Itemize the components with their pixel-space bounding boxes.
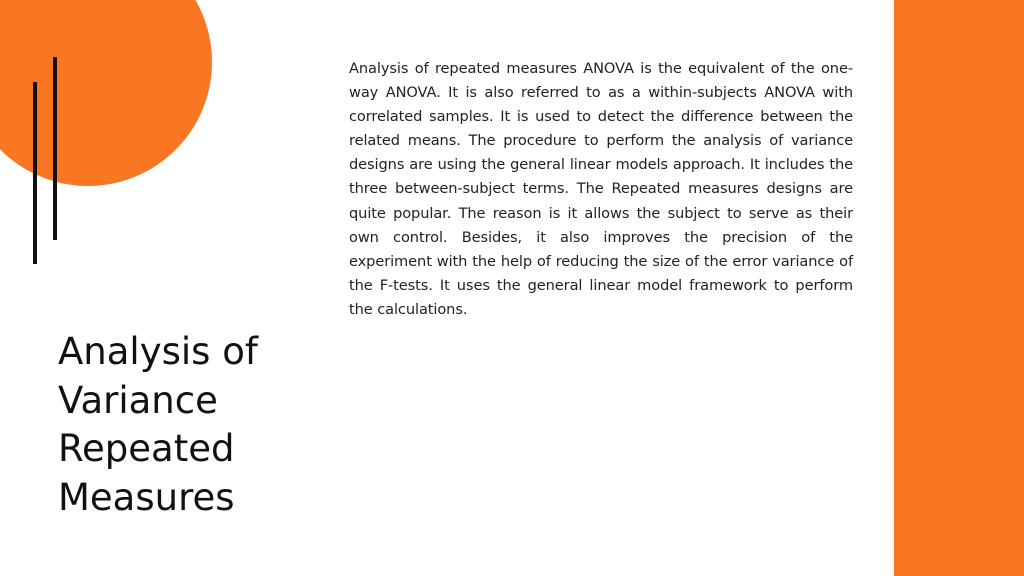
title-line: Measures bbox=[58, 475, 235, 519]
title-line: Repeated bbox=[58, 427, 235, 470]
title-line: Analysis of bbox=[58, 330, 258, 373]
title-line: Variance bbox=[58, 378, 218, 422]
decorative-vertical-line bbox=[33, 82, 37, 264]
decorative-orange-circle bbox=[0, 0, 212, 186]
decorative-vertical-line bbox=[53, 57, 57, 240]
body-paragraph: Analysis of repeated measures ANOVA is the equivalent of the one-way ANOVA. It is also referred to as a within-subjects ANOVA with correlated samples. It is used to detect the difference between the related means. The procedure to perform the analysis of variance designs are using the general linear models approach. It includes the three between-subject terms. The Repeated measures designs are quite popular. The reason is it allows the subject to serve as their own control. Besides, it also improves the precision of the experiment with the help of reducing the size of the error variance of the F-tests. It uses the general linear model framework to perform the calculations. bbox=[349, 60, 853, 318]
slide-title bbox=[58, 328, 338, 522]
decorative-orange-sidebar bbox=[894, 0, 1024, 576]
